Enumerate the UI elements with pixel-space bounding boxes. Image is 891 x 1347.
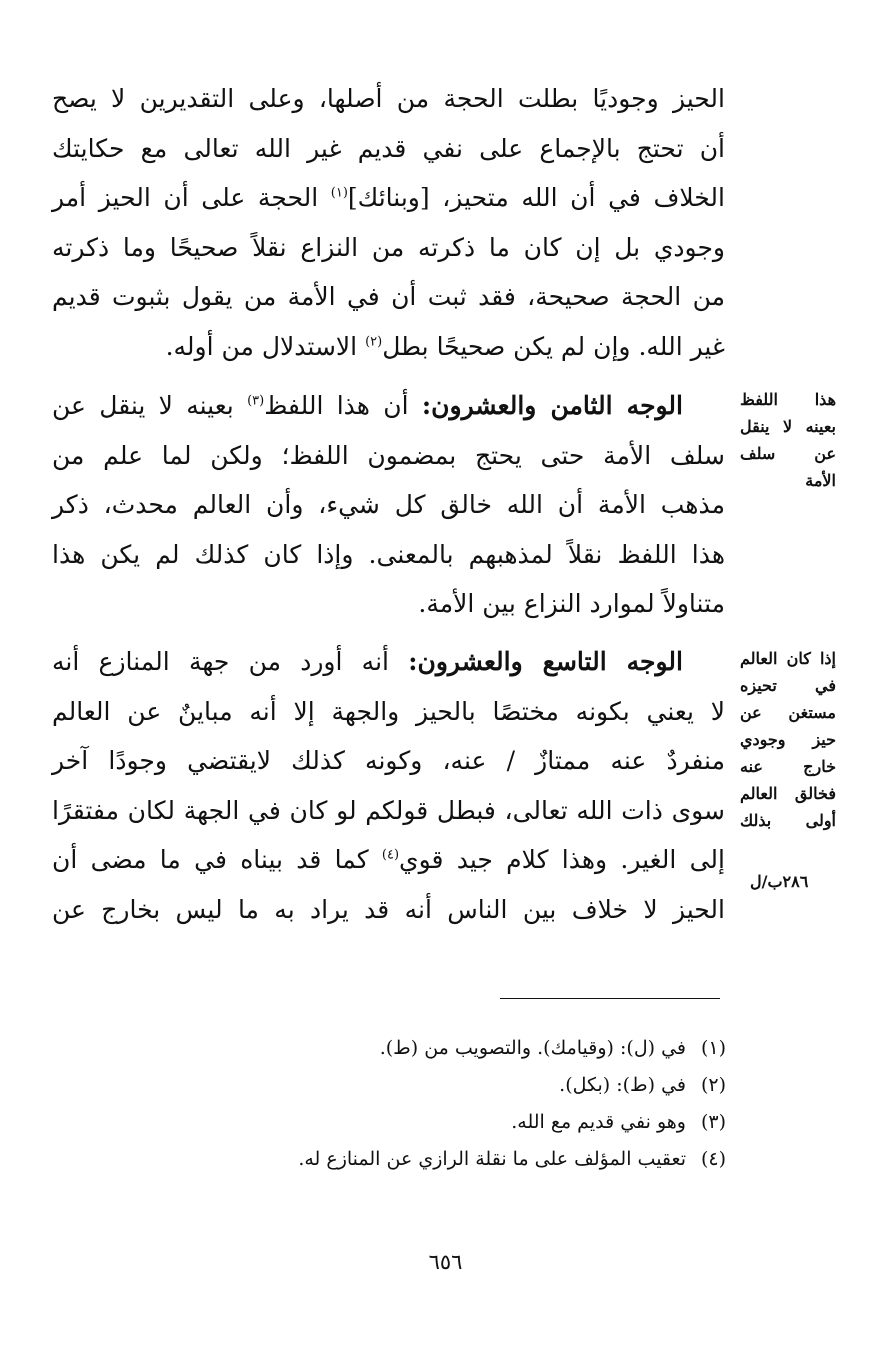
footnote-text: تعقيب المؤلف على ما نقلة الرازي عن المنازع له. [298,1148,686,1170]
footnote-text: في (ط): (بكل). [559,1074,686,1096]
text-fragment: غير الله. وإن لم يكن صحيحًا بطل [382,331,725,361]
footnote-ref-4[interactable]: (٤) [381,848,400,864]
footnote-ref-2[interactable]: (٢) [365,334,383,350]
footnote-ref-1[interactable]: (١) [330,185,348,201]
footnote-divider [500,998,720,999]
text-fragment: بعينه لا ينقل عن [52,391,248,420]
text-line: أن تحتج بالإجماع على نفي قديم غير الله تعالى مع حكايتك [52,133,725,163]
text-line: الحيز وجوديًا بطلت الحجة من أصلها، وعلى التقديرين لا يصح [52,84,725,113]
text-line [52,835,725,885]
text-line: لا يعني بكونه مختصًا بالحيز والجهة إلا أنه مباينٌ عن العالم [52,696,725,726]
text-line: هذا اللفظ نقلاً لمذهبهم بالمعنى. وإذا كان كذلك لم يكن هذا [52,539,725,569]
footnote-text: في (ل): (وقيامك). والتصويب من (ط). [379,1037,686,1059]
margin-note-1: هذا اللفظ بعينه لا ينقل عن سلف الأمة [740,390,836,490]
main-text-section-1 [52,74,725,372]
text-fragment: الاستدلال من أوله. [165,331,366,361]
margin-note-2: إذا كان العالم في تحيزه مستغن عن حيز وجودي خارج عنه فخالق العالم أولى بذلك [740,649,836,830]
section-heading: الوجه التاسع والعشرون: [408,647,683,676]
manuscript-page-ref: ٢٨٦ب/ل [750,872,809,891]
footnote-item [250,1104,726,1141]
text-fragment: أنه أورد من جهة المنازع أنه [52,647,409,676]
footnotes [250,1030,726,1178]
footnote-text: وهو نفي قديم مع الله. [511,1111,686,1133]
text-line [52,322,725,372]
footnote-ref-3[interactable]: (٣) [247,393,265,409]
text-line: مذهب الأمة أن الله خالق كل شيء، وأن العالم محدث، ذكر [52,490,725,520]
text-fragment: كما قد بيناه في ما مضى أن [52,845,382,875]
text-line: متناولاً لموارد النزاع بين الأمة. [418,589,725,619]
text-line: سلف الأمة حتى يحتج بمضمون اللفظ؛ ولكن لما علم من [52,440,725,470]
footnote-item [250,1067,726,1104]
text-fragment: الخلاف في أن الله متحيز، [وبنائك] [347,183,725,213]
page-number: ٦٥٦ [428,1250,463,1274]
footnote-number: (١) [700,1037,726,1059]
footnote-number: (٤) [700,1148,726,1170]
text-fragment: أن هذا اللفظ [264,391,422,420]
main-text-section-3 [52,637,725,935]
text-line: سوى ذات الله تعالى، فبطل قولكم لو كان في الجهة لكان مفتقرًا [52,795,725,825]
footnote-number: (٣) [700,1111,726,1133]
section-heading: الوجه الثامن والعشرون: [421,391,683,420]
text-fragment: الحجة على أن الحيز أمر [52,183,331,213]
text-line [52,637,725,687]
text-line: من الحجة صحيحة، فقد ثبت أن في الأمة من يقول بثبوت قديم [52,282,725,312]
text-line [52,381,725,431]
text-line: الحيز لا خلاف بين الناس أنه قد يراد به ما ليس بخارج عن [52,894,725,924]
text-line [52,173,725,223]
text-line: وجودي بل إن كان ما ذكرته من النزاع نقلاً صحيحًا وما ذكرته [52,232,725,262]
footnote-number: (٢) [700,1074,726,1096]
text-fragment: إلى الغير. وهذا كلام جيد قوي [399,845,725,875]
text-line: منفردٌ عنه ممتازٌ / عنه، وكونه كذلك لايقتضي وجودًا آخر [52,746,725,776]
main-text-section-2 [52,381,725,629]
footnote-item [250,1030,726,1067]
footnote-item [250,1141,726,1178]
